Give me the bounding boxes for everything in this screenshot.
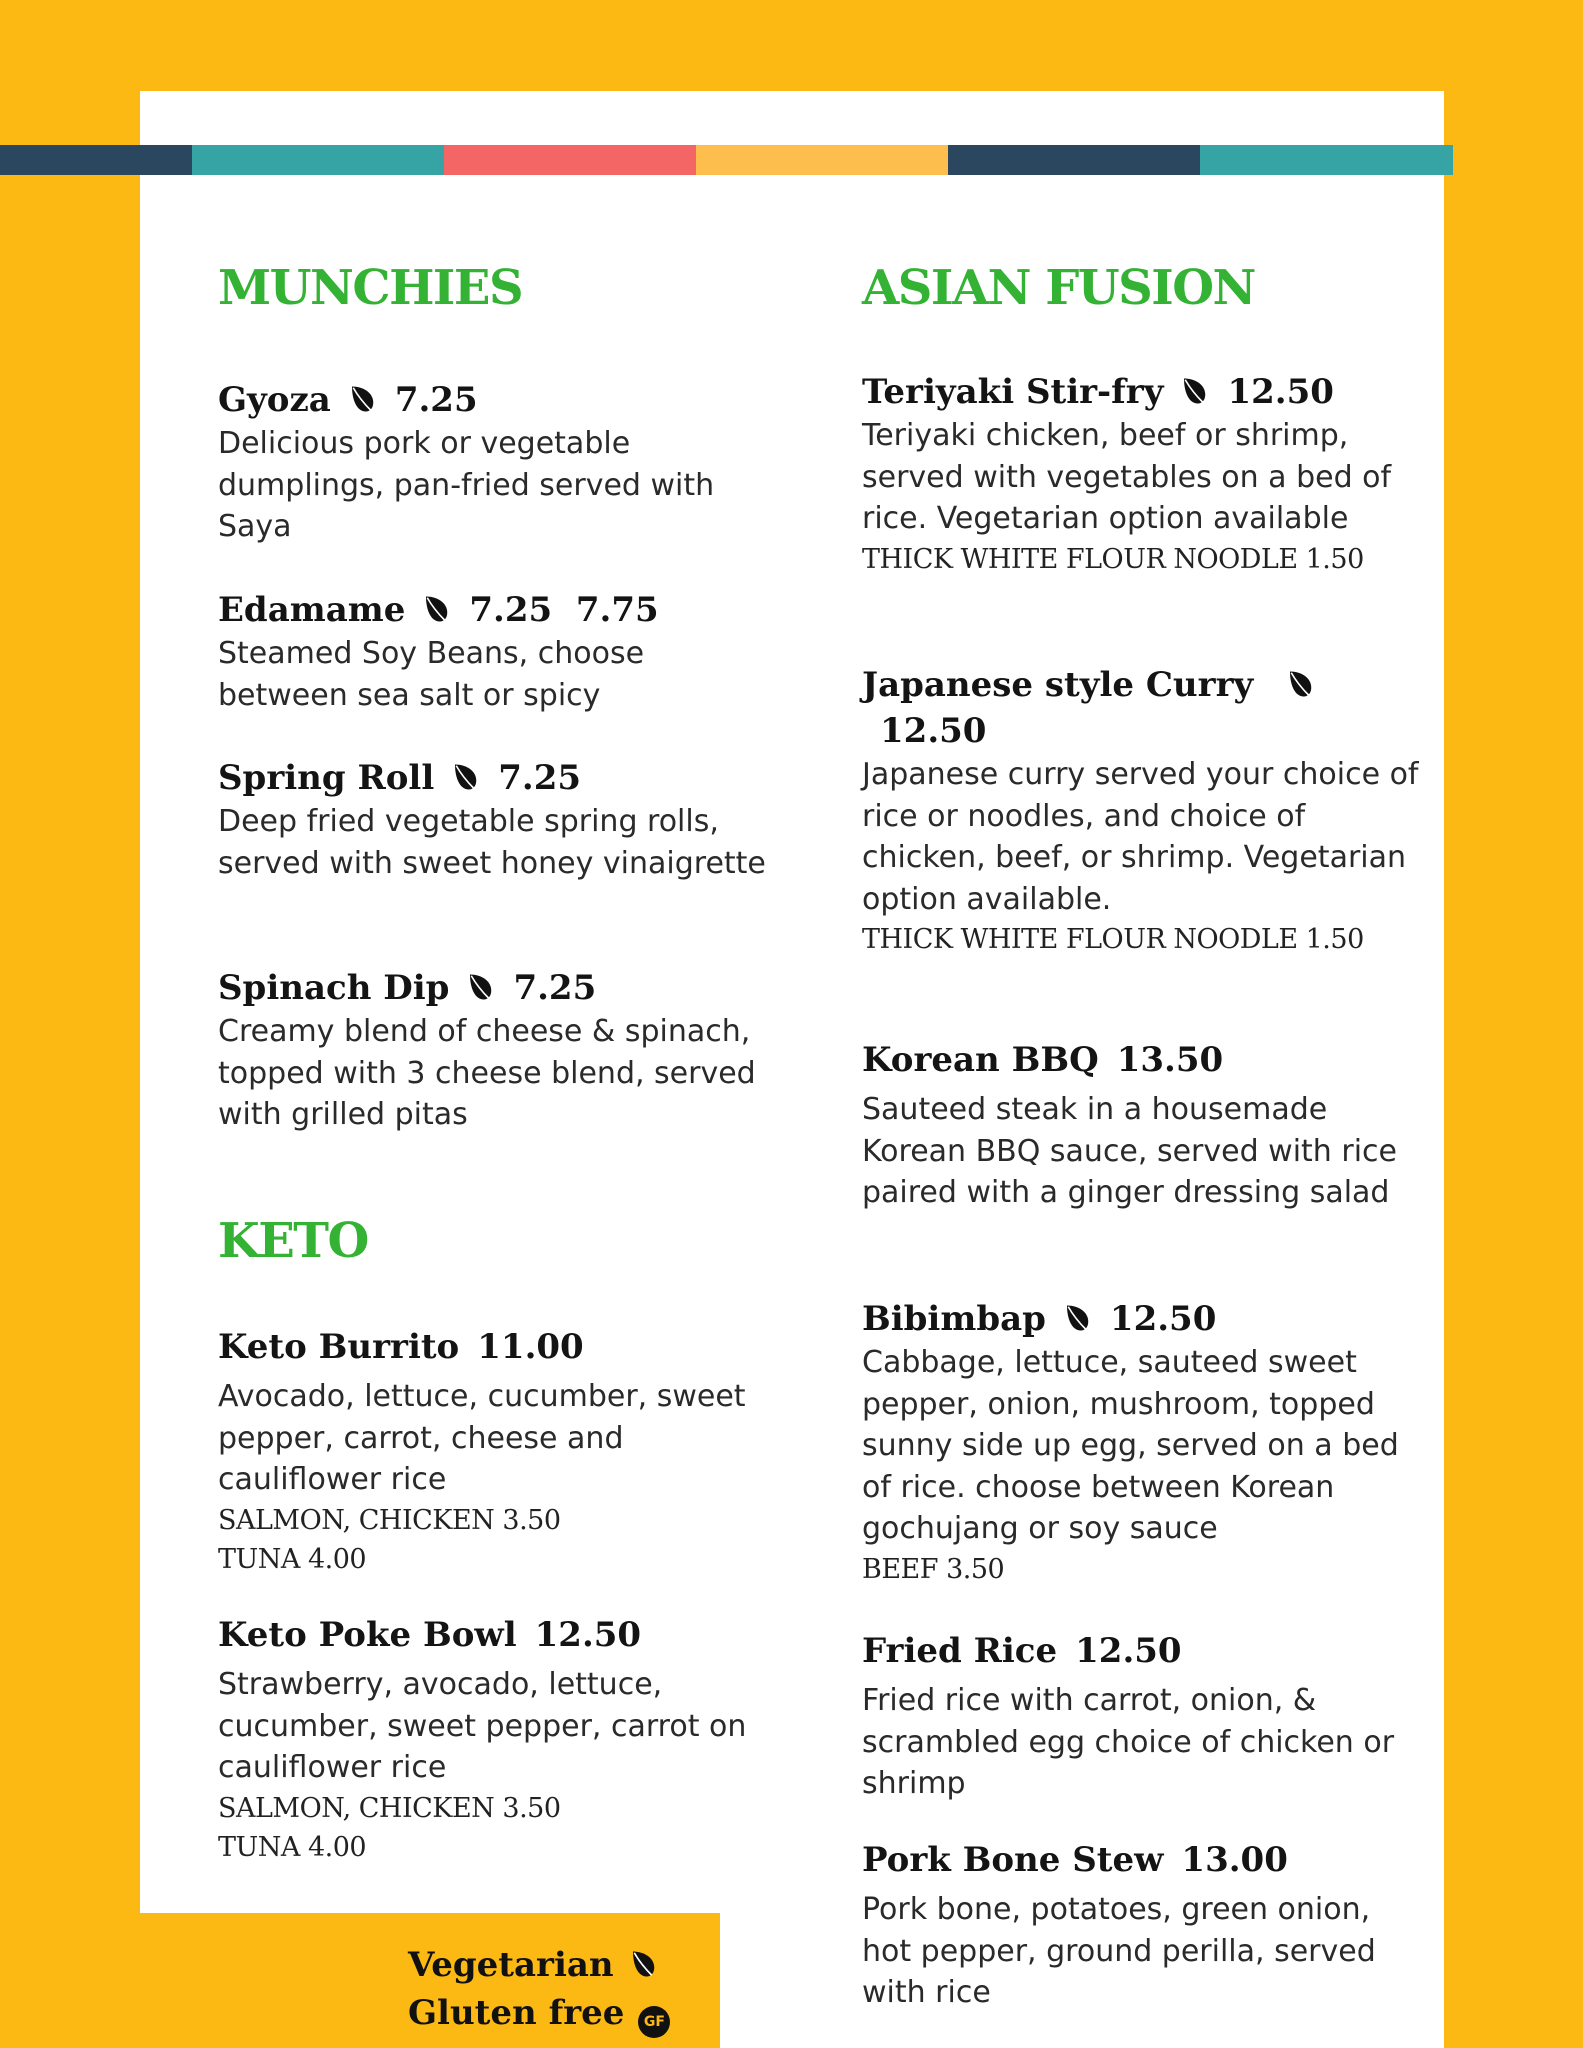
item-description: Pork bone, potatoes, green onion, hot pepper, ground perilla, served with rice <box>862 1892 1376 2010</box>
menu-item-bibimbap <box>862 1296 1422 1589</box>
item-name: Fried Rice <box>862 1631 1058 1671</box>
leaf-icon <box>421 594 451 624</box>
item-price: 7.25 <box>394 380 478 420</box>
item-description: Cabbage, lettuce, sauteed sweet pepper, onion, mushroom, topped sunny side up egg, served on a bed of rice. choose between Korean gochujang or soy sauce <box>862 1345 1399 1546</box>
item-addon: SALMON, CHICKEN 3.50 <box>218 1792 561 1824</box>
item-price: 7.25 <box>498 758 582 798</box>
item-price: 7.25 <box>513 968 597 1008</box>
item-description: Creamy blend of cheese & spinach, topped with 3 cheese blend, served with grilled pitas <box>218 1014 756 1132</box>
item-head <box>862 1837 1422 1883</box>
item-name: Keto Burrito <box>218 1327 460 1367</box>
menu-item-edamame <box>218 587 778 716</box>
leaf-icon <box>1285 669 1315 699</box>
menu-item-spinach-dip <box>218 965 778 1136</box>
item-price: 13.50 <box>1116 1040 1224 1080</box>
item-name: Bibimbap <box>862 1299 1046 1339</box>
leaf-icon <box>1179 376 1209 406</box>
stripe <box>192 145 444 175</box>
item-head <box>862 369 1422 415</box>
item-description: Deep fried vegetable spring rolls, served with sweet honey vinaigrette <box>218 804 766 881</box>
item-head <box>862 1296 1422 1342</box>
menu-item-korean-bbq <box>862 1037 1422 1214</box>
item-name: Korean BBQ <box>862 1040 1099 1080</box>
stripe <box>0 145 192 175</box>
legend <box>140 1913 720 2048</box>
menu-item-keto-poke-bowl <box>218 1612 778 1867</box>
item-description: Fried rice with carrot, onion, & scrambled egg choice of chicken or shrimp <box>862 1683 1395 1801</box>
legend-label: Gluten free <box>408 1993 625 2033</box>
item-description: Steamed Soy Beans, choose between sea salt or spicy <box>218 636 645 713</box>
item-head <box>218 755 778 801</box>
item-description: Sauteed steak in a housemade Korean BBQ sauce, served with rice paired with a ginger dressing salad <box>862 1092 1397 1210</box>
item-name: Edamame <box>218 590 406 630</box>
item-price: 12.50 <box>1075 1631 1182 1671</box>
stripe <box>948 145 1200 175</box>
menu-item-pork-bone-stew <box>862 1837 1422 2014</box>
item-name: Japanese style Curry <box>862 665 1254 705</box>
item-description: Strawberry, avocado, lettuce, cucumber, sweet pepper, carrot on cauliflower rice <box>218 1667 747 1785</box>
menu-item-gyoza <box>218 377 778 548</box>
item-head <box>862 1628 1422 1674</box>
item-head <box>862 662 1422 754</box>
item-price: 11.00 <box>477 1327 584 1367</box>
stripe <box>1200 145 1453 175</box>
leaf-icon <box>347 384 377 414</box>
item-head <box>862 1037 1422 1083</box>
section-title-munchies: MUNCHIES <box>218 260 523 316</box>
item-head <box>218 965 778 1011</box>
item-name: Spinach Dip <box>218 968 450 1008</box>
item-name: Spring Roll <box>218 758 435 798</box>
menu-item-spring-roll <box>218 755 778 884</box>
item-name: Pork Bone Stew <box>862 1840 1164 1880</box>
item-price: 7.25 7.75 <box>469 590 659 630</box>
item-price: 12.50 <box>1227 372 1334 412</box>
menu-item-fried-rice <box>862 1628 1422 1805</box>
menu-item-keto-burrito <box>218 1324 778 1579</box>
item-name: Teriyaki Stir-fry <box>862 372 1164 412</box>
legend-gluten-free <box>408 1993 670 2038</box>
legend-vegetarian <box>408 1945 658 1985</box>
menu-item-japanese-curry <box>862 662 1422 959</box>
item-head <box>218 1324 778 1370</box>
item-description: Delicious pork or vegetable dumplings, pan-fried served with Saya <box>218 426 715 544</box>
item-description: Japanese curry served your choice of rice or noodles, and choice of chicken, beef, or shrimp. Vegetarian option available. <box>862 757 1419 917</box>
color-stripes <box>0 145 1453 175</box>
item-name: Keto Poke Bowl <box>218 1615 517 1655</box>
leaf-icon <box>628 1949 658 1979</box>
item-price: 12.50 <box>1109 1299 1217 1339</box>
item-head <box>218 587 778 633</box>
item-addon: THICK WHITE FLOUR NOODLE 1.50 <box>862 543 1364 575</box>
item-addon: TUNA 4.00 <box>218 1543 367 1575</box>
item-addon: SALMON, CHICKEN 3.50 <box>218 1504 561 1536</box>
stripe <box>696 145 948 175</box>
gf-icon: GF <box>638 2006 670 2038</box>
item-description: Teriyaki chicken, beef or shrimp, served with vegetables on a bed of rice. Vegetarian option available <box>862 418 1392 536</box>
menu-item-teriyaki-stir-fry <box>862 369 1422 579</box>
leaf-icon <box>450 762 480 792</box>
item-name: Gyoza <box>218 380 331 420</box>
leaf-icon <box>465 972 495 1002</box>
stripe <box>444 145 696 175</box>
item-price: 12.50 <box>534 1615 642 1655</box>
leaf-icon <box>1062 1303 1092 1333</box>
item-addon: THICK WHITE FLOUR NOODLE 1.50 <box>862 924 1364 955</box>
item-addon: BEEF 3.50 <box>862 1553 1005 1585</box>
legend-label: Vegetarian <box>408 1945 614 1985</box>
item-head <box>218 377 778 423</box>
item-price: 13.00 <box>1181 1840 1288 1880</box>
section-title-keto: KETO <box>218 1213 368 1269</box>
item-addon: TUNA 4.00 <box>218 1831 367 1863</box>
item-price: 12.50 <box>880 711 987 751</box>
item-description: Avocado, lettuce, cucumber, sweet pepper, carrot, cheese and cauliflower rice <box>218 1379 746 1497</box>
item-head <box>218 1612 778 1658</box>
section-title-asian-fusion: ASIAN FUSION <box>862 260 1255 316</box>
